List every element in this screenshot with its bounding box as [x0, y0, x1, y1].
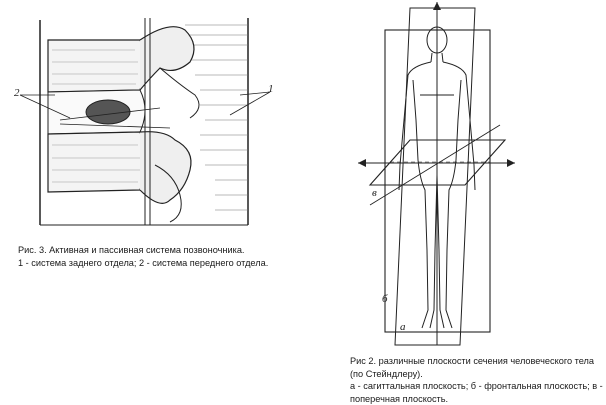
figure2-caption-line: (по Стейндлеру).	[350, 368, 423, 379]
figure2-caption-line: Рис 2. различные плоскости сечения человеческого тела	[350, 356, 595, 366]
figure1-caption	[18, 244, 286, 269]
spine-label-2: 2	[14, 87, 20, 99]
figure2-caption-line: поперечная плоскость.	[350, 393, 449, 404]
figure1-caption-line: Рис. 3. Активная и пассивная система позвоночника.	[18, 245, 245, 255]
plane-label-v: в	[372, 187, 377, 199]
plane-label-b: б	[382, 293, 388, 305]
spine-label-1: 1	[268, 83, 274, 95]
plane-label-a: а	[400, 321, 406, 333]
body-planes-diagram	[300, 0, 606, 400]
figure2-caption-line: а - сагиттальная плоскость; б - фронтальная плоскость; в -	[350, 381, 603, 392]
figure2-caption	[350, 355, 602, 405]
figure1-caption-line: 1 - система заднего отдела; 2 - система переднего отдела.	[18, 257, 269, 268]
